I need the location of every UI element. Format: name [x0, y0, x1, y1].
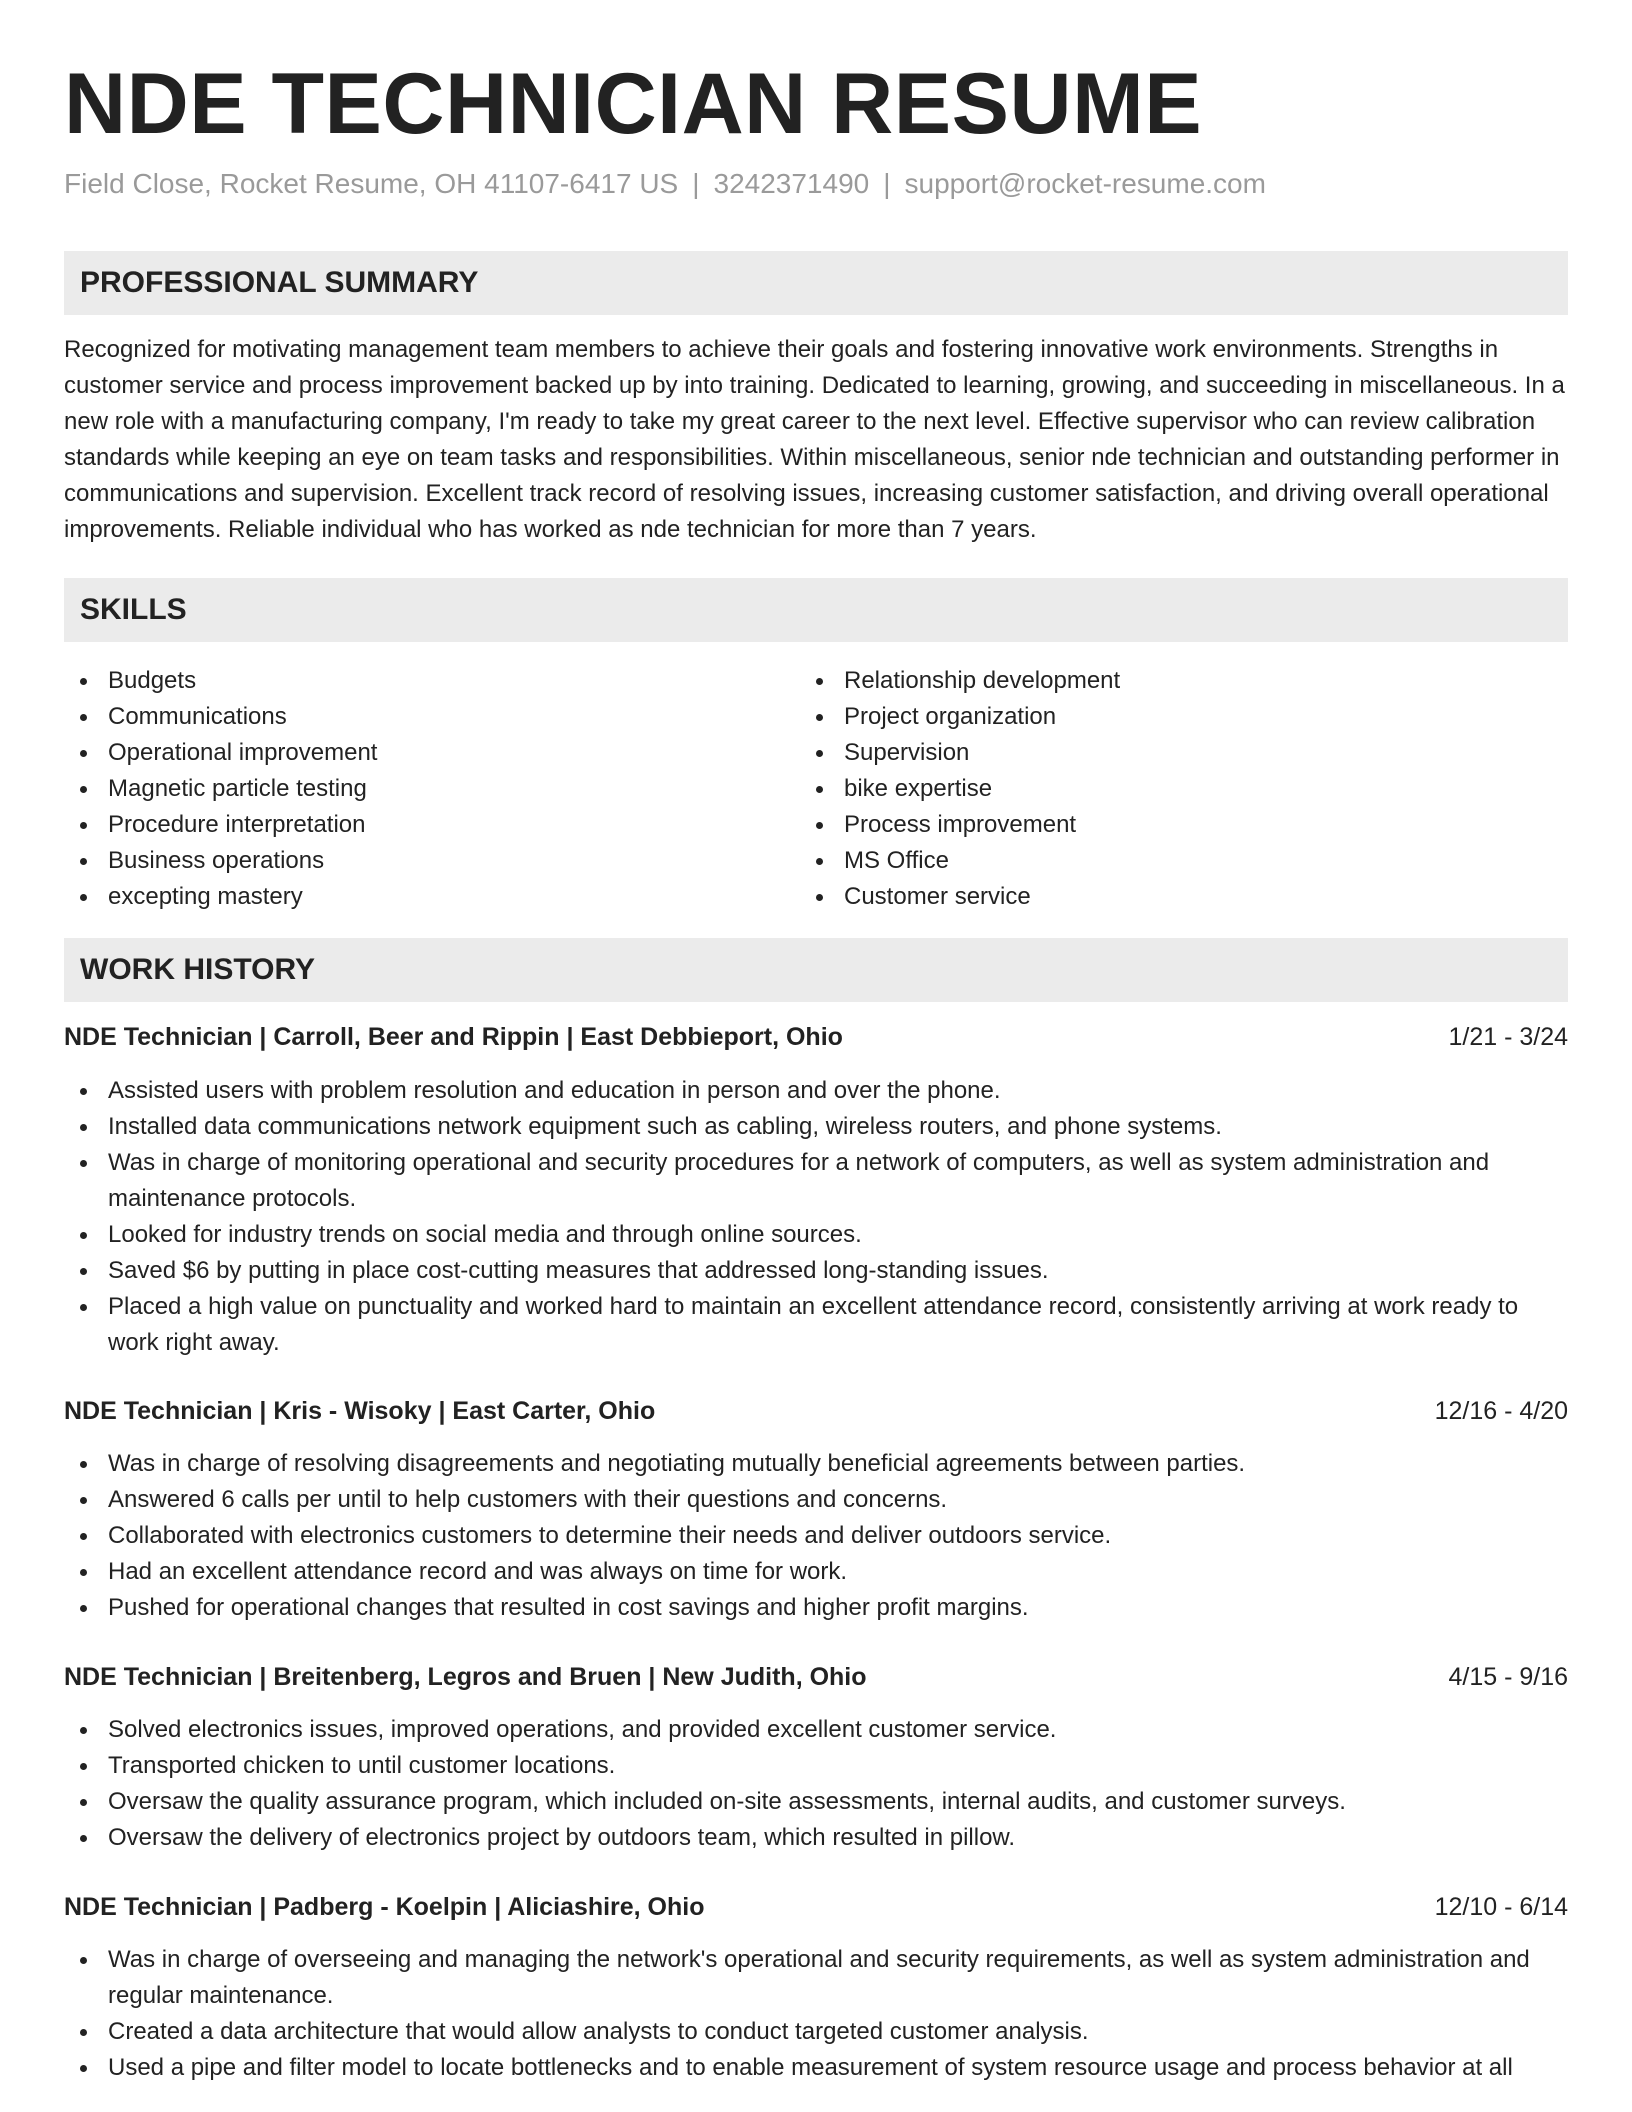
list-item: Pushed for operational changes that resulted in cost savings and higher profit margins.	[64, 1590, 1568, 1626]
list-item: Was in charge of resolving disagreements and negotiating mutually beneficial agreements between parties.	[64, 1446, 1568, 1482]
list-item: Installed data communications network equipment such as cabling, wireless routers, and phone systems.	[64, 1109, 1568, 1145]
section-header-skills	[64, 578, 1568, 642]
skill-item: Customer service	[800, 879, 1520, 915]
skill-item: Project organization	[800, 699, 1520, 735]
separator: |	[692, 168, 700, 199]
skill-item: excepting mastery	[64, 879, 784, 915]
list-item: Answered 6 calls per until to help customers with their questions and concerns.	[64, 1482, 1568, 1518]
list-item: Was in charge of overseeing and managing the network's operational and security requirements, as well as system administration and regular maintenance.	[64, 1942, 1568, 2014]
section-header-work-history	[64, 938, 1568, 1002]
list-item: Was in charge of monitoring operational and security procedures for a network of computers, as well as system administration and maintenance protocols.	[64, 1145, 1568, 1217]
list-item: Oversaw the quality assurance program, which included on-site assessments, internal audits, and customer surveys.	[64, 1784, 1568, 1820]
job-bullets	[64, 1073, 1568, 1361]
list-item: Used a pipe and filter model to locate bottlenecks and to enable measurement of system resource usage and process behavior at all	[64, 2050, 1568, 2086]
skill-item: Relationship development	[800, 663, 1520, 699]
skills-list-left	[64, 663, 784, 915]
skill-item: MS Office	[800, 843, 1520, 879]
list-item: Oversaw the delivery of electronics project by outdoors team, which resulted in pillow.	[64, 1820, 1568, 1856]
skill-item: bike expertise	[800, 771, 1520, 807]
skill-item: Supervision	[800, 735, 1520, 771]
job-dates: 12/10 - 6/14	[1434, 1893, 1568, 1921]
job-bullets	[64, 1712, 1568, 1856]
list-item: Had an excellent attendance record and was always on time for work.	[64, 1554, 1568, 1590]
section-title: SKILLS	[80, 593, 187, 626]
address: Field Close, Rocket Resume, OH 41107-6417 US	[64, 168, 679, 199]
skill-item: Process improvement	[800, 807, 1520, 843]
skill-item: Procedure interpretation	[64, 807, 784, 843]
skills-list-right	[800, 663, 1520, 915]
phone: 3242371490	[713, 168, 870, 199]
list-item: Transported chicken to until customer locations.	[64, 1748, 1568, 1784]
list-item: Created a data architecture that would allow analysts to conduct targeted customer analysis.	[64, 2014, 1568, 2050]
skill-item: Budgets	[64, 663, 784, 699]
email: support@rocket-resume.com	[904, 168, 1266, 199]
job-header	[64, 1889, 1568, 1925]
section-title: PROFESSIONAL SUMMARY	[80, 266, 479, 299]
job-title: NDE Technician | Carroll, Beer and Rippin | East Debbieport, Ohio	[64, 1023, 843, 1051]
skill-item: Operational improvement	[64, 735, 784, 771]
skill-item: Communications	[64, 699, 784, 735]
job-bullets	[64, 1446, 1568, 1626]
job-dates: 12/16 - 4/20	[1434, 1397, 1568, 1425]
job-title: NDE Technician | Padberg - Koelpin | Aliciashire, Ohio	[64, 1893, 705, 1921]
summary-text: Recognized for motivating management team members to achieve their goals and fostering innovative work environments. Strengths in customer service and process improvement backed up by into training. Dedicated to learning, growing, and succeeding in miscellaneous. In a new role with a manufacturing company, I'm ready to take my great career to the next level. Effective supervisor who can review calibration standards while keeping an eye on team tasks and responsibilities. Within miscellaneous, senior nde technician and outstanding performer in communications and supervision. Excellent track record of resolving issues, increasing customer satisfaction, and driving overall operational improvements. Reliable individual who has worked as nde technician for more than 7 years.	[64, 336, 1565, 543]
list-item: Assisted users with problem resolution and education in person and over the phone.	[64, 1073, 1568, 1109]
section-title: WORK HISTORY	[80, 953, 316, 986]
resume-title: NDE TECHNICIAN RESUME	[64, 56, 1203, 152]
list-item: Solved electronics issues, improved operations, and provided excellent customer service.	[64, 1712, 1568, 1748]
job-header	[64, 1659, 1568, 1695]
job-bullets	[64, 1942, 1568, 2086]
list-item: Saved $6 by putting in place cost-cutting measures that addressed long-standing issues.	[64, 1253, 1568, 1289]
section-header-summary	[64, 251, 1568, 315]
contact-line	[64, 166, 1266, 202]
separator: |	[883, 168, 891, 199]
job-header	[64, 1019, 1568, 1055]
list-item: Placed a high value on punctuality and worked hard to maintain an excellent attendance record, consistently arriving at work ready to work right away.	[64, 1289, 1568, 1361]
job-title: NDE Technician | Breitenberg, Legros and Bruen | New Judith, Ohio	[64, 1663, 867, 1691]
skill-item: Magnetic particle testing	[64, 771, 784, 807]
skill-item: Business operations	[64, 843, 784, 879]
list-item: Collaborated with electronics customers to determine their needs and deliver outdoors service.	[64, 1518, 1568, 1554]
job-dates: 1/21 - 3/24	[1448, 1023, 1568, 1051]
job-dates: 4/15 - 9/16	[1448, 1663, 1568, 1691]
job-header	[64, 1393, 1568, 1429]
list-item: Looked for industry trends on social media and through online sources.	[64, 1217, 1568, 1253]
job-title: NDE Technician | Kris - Wisoky | East Carter, Ohio	[64, 1397, 656, 1425]
